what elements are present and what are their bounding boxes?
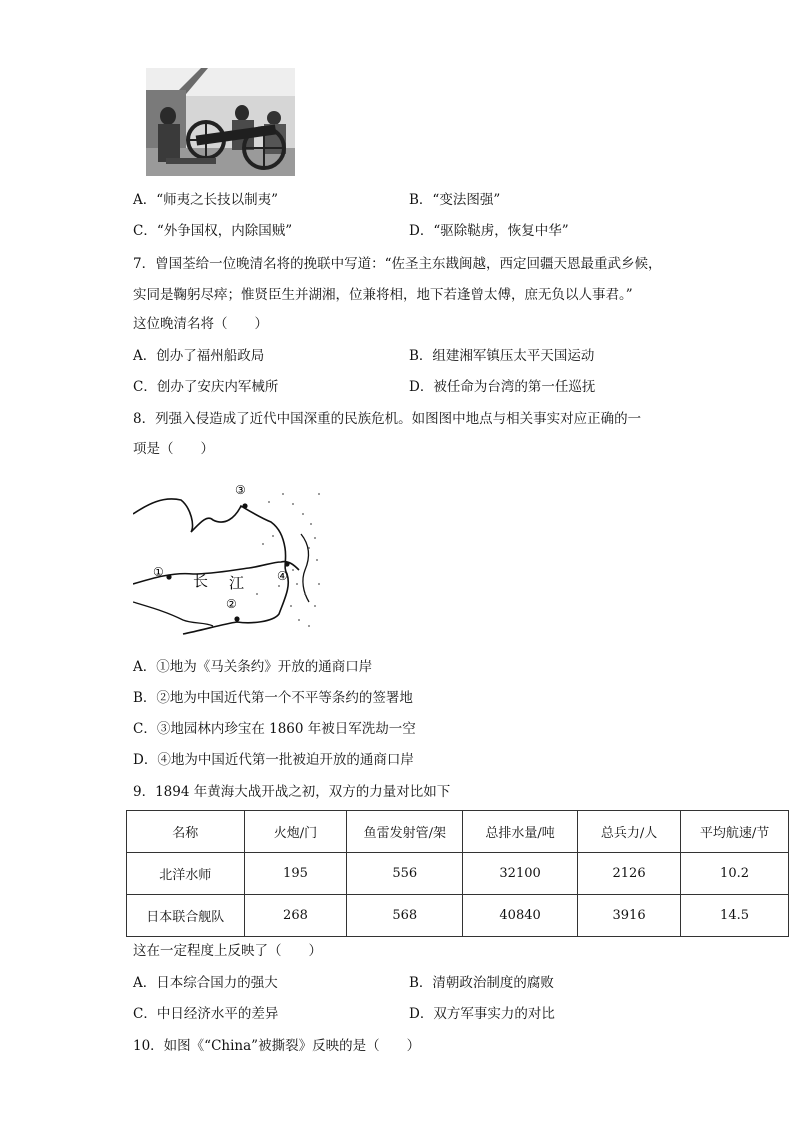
table-row (127, 853, 789, 895)
table-cell: 北洋水师 (127, 853, 245, 895)
table-header-cell: 火炮/门 (244, 811, 347, 853)
q9-stem: 9．1894 年黄海大战开战之初，双方的力量对比如下 (133, 784, 451, 800)
table-cell: 195 (244, 853, 347, 895)
table-cell: 10.2 (681, 853, 789, 895)
q7-stem-line1: 7．曾国荃给一位晚清名将的挽联中写道：“佐圣主东戡闽越，西定回疆天恩最重武乡候， (133, 256, 662, 272)
q6-option-d: D．“驱除鞑虏，恢复中华” (409, 223, 569, 239)
table-cell: 14.5 (681, 895, 789, 937)
q7-option-b: B．组建湘军镇压太平天国运动 (409, 348, 595, 364)
map-river-char-1: 长 (193, 572, 209, 590)
fleet-comparison-table (126, 810, 789, 937)
q9-question: 这在一定程度上反映了（ ） (133, 943, 322, 959)
q7-stem-line3: 这位晚清名将（ ） (133, 316, 268, 332)
table-header-cell: 名称 (127, 811, 245, 853)
q8-stem-line1: 8．列强入侵造成了近代中国深重的民族危机。如图图中地点与相关事实对应正确的一 (133, 411, 642, 427)
q6-option-b: B．“变法图强” (409, 192, 501, 208)
table-header-cell: 总排水量/吨 (463, 811, 578, 853)
table-row (127, 895, 789, 937)
map-marker-1: ① (153, 565, 164, 579)
q9-option-d: D．双方军事实力的对比 (409, 1006, 555, 1022)
table-header-cell: 平均航速/节 (681, 811, 789, 853)
map-river-char-2: 江 (229, 574, 245, 592)
table-cell: 32100 (463, 853, 578, 895)
q7-option-d: D．被任命为台湾的第一任巡抚 (409, 379, 596, 395)
q8-option-c: C．③地园林内珍宝在 1860 年被日军洗劫一空 (133, 721, 416, 737)
table-cell: 556 (347, 853, 463, 895)
q7-stem-line2: 实同是鞠躬尽瘁；惟贤臣生并湖湘，位兼将相，地下若逢曾太傅，庶无负以人事君。” (133, 287, 633, 303)
q8-option-d: D．④地为中国近代第一批被迫开放的通商口岸 (133, 752, 414, 768)
q10-stem: 10．如图《“China”被撕裂》反映的是（ ） (133, 1038, 421, 1054)
table-cell: 3916 (578, 895, 681, 937)
map-marker-4: ④ (277, 569, 288, 583)
q9-option-a: A．日本综合国力的强大 (133, 975, 278, 991)
table-cell: 日本联合舰队 (127, 895, 245, 937)
table-cell: 568 (347, 895, 463, 937)
table-cell: 2126 (578, 853, 681, 895)
map-marker-3: ③ (235, 483, 246, 497)
q9-option-c: C．中日经济水平的差异 (133, 1006, 279, 1022)
table-header-row (127, 811, 789, 853)
table-cell: 268 (244, 895, 347, 937)
q9-option-b: B．清朝政治制度的腐败 (409, 975, 554, 991)
q7-option-a: A．创办了福州船政局 (133, 348, 265, 364)
table-cell: 40840 (463, 895, 578, 937)
q7-option-c: C．创办了安庆内军械所 (133, 379, 279, 395)
map-marker-2: ② (226, 597, 237, 611)
china-coast-map (133, 474, 323, 636)
q6-option-a: A．“师夷之长技以制夷” (133, 192, 279, 208)
q6-option-c: C．“外争国权，内除国贼” (133, 223, 293, 239)
table-header-cell: 鱼雷发射管/架 (347, 811, 463, 853)
q8-option-b: B．②地为中国近代第一个不平等条约的签署地 (133, 690, 413, 706)
q8-stem-line2: 项是（ ） (133, 441, 214, 457)
historical-photo (146, 68, 295, 176)
table-header-cell: 总兵力/人 (578, 811, 681, 853)
q8-option-a: A．①地为《马关条约》开放的通商口岸 (133, 659, 373, 675)
